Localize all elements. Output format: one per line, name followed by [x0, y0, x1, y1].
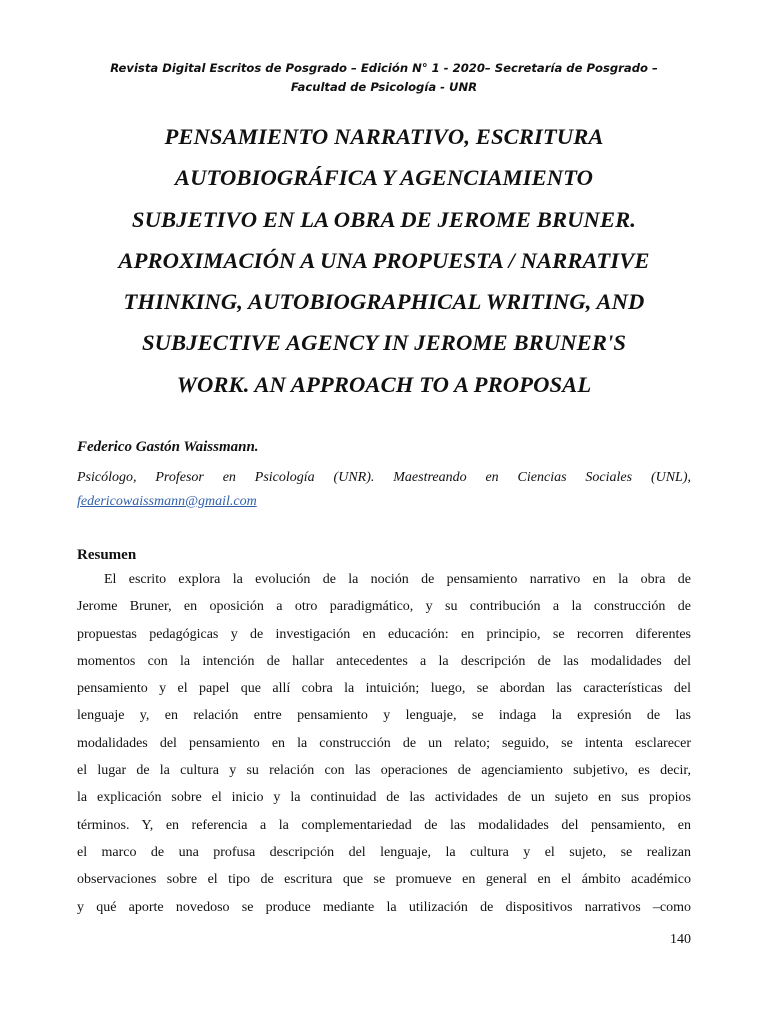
title-line: AUTOBIOGRÁFICA Y AGENCIAMIENTO: [174, 165, 594, 191]
abstract-line: modalidades del pensamiento en la construcción de un relato; seguido, se intenta esclarecer: [77, 735, 691, 751]
title-line: SUBJECTIVE AGENCY IN JEROME BRUNER'S: [141, 330, 627, 356]
abstract-line: y qué aporte novedoso se produce mediante la utilización de dispositivos narrativos –como: [77, 899, 691, 915]
abstract-line: la explicación sobre el inicio y la continuidad de las actividades de un sujeto en sus propios: [77, 790, 691, 806]
author-email-line: [77, 490, 257, 514]
author-name: Federico Gastón Waissmann.: [77, 439, 259, 455]
abstract-line: términos. Y, en referencia a la complementariedad de las modalidades del pensamiento, en: [77, 817, 691, 833]
author-affiliation: Psicólogo, Profesor en Psicología (UNR). Maestreando en Ciencias Sociales (UNL),: [77, 470, 691, 485]
abstract-line: momentos con la intención de hallar antecedentes a la descripción de las modalidades del: [77, 653, 691, 669]
abstract-line: lenguaje y, en relación entre pensamiento y lenguaje, se indaga la expresión de las: [77, 708, 691, 724]
title-line: APROXIMACIÓN A UNA PROPUESTA / NARRATIVE: [118, 247, 650, 273]
abstract-body: [77, 566, 691, 921]
title-line: SUBJETIVO EN LA OBRA DE JEROME BRUNER.: [131, 206, 637, 232]
author-email-link[interactable]: federicowaissmann@gmail.com: [77, 494, 257, 509]
title-line: THINKING, AUTOBIOGRAPHICAL WRITING, AND: [123, 289, 645, 315]
abstract-line: el marco de una profusa descripción del lenguaje, la cultura y el sujeto, se realizan: [77, 844, 691, 860]
title-line: PENSAMIENTO NARRATIVO, ESCRITURA: [164, 124, 604, 149]
abstract-line: propuestas pedagógicas y de investigación en educación: en principio, se recorren diferentes: [77, 626, 691, 642]
abstract-heading: Resumen: [77, 547, 137, 563]
article-title: [52, 116, 716, 405]
title-line: WORK. AN APPROACH TO A PROPOSAL: [176, 371, 592, 397]
abstract-line: observaciones sobre el tipo de escritura que se promueve en general en el ámbito académico: [77, 872, 691, 888]
abstract-line: el lugar de la cultura y su relación con las operaciones de agenciamiento subjetivo, es decir,: [77, 763, 691, 779]
abstract-line: El escrito explora la evolución de la noción de pensamiento narrativo en la obra de: [104, 572, 691, 587]
journal-header-line-1: Revista Digital Escritos de Posgrado – Edición N° 1 - 2020– Secretaría de Posgrado –: [110, 61, 658, 75]
journal-header-line-2: Facultad de Psicología - UNR: [290, 80, 478, 94]
abstract-line: Jerome Bruner, en oposición a otro paradigmático, y su contribución a la construcción de: [77, 599, 691, 615]
abstract-line: pensamiento y el papel que allí cobra la intuición; luego, se abordan las características del: [77, 681, 691, 697]
page-number: 140: [670, 932, 691, 947]
journal-header: [60, 59, 708, 97]
